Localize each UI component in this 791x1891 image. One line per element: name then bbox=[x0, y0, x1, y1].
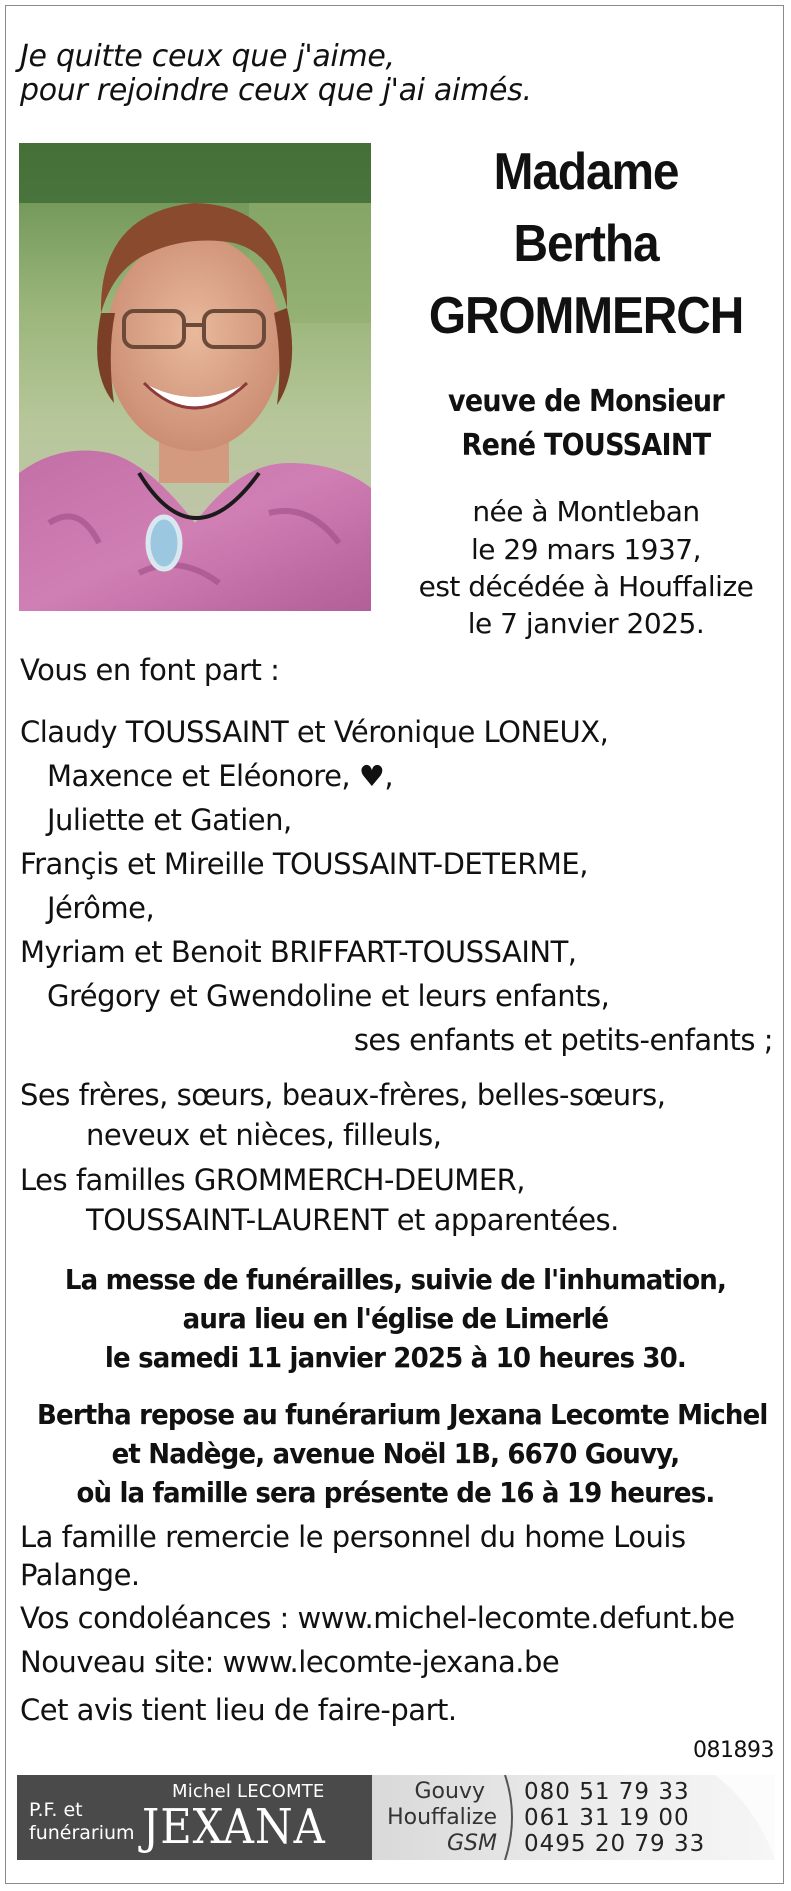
brand-owner-name: Michel LECOMTE bbox=[172, 1781, 325, 1802]
condolences-link[interactable]: Vos condoléances : www.michel-lecomte.defunt.be bbox=[20, 1601, 735, 1635]
rest-line-3: où la famille sera présente de 16 à 19 heures. bbox=[76, 1476, 715, 1509]
phone-gouvy[interactable]: 080 51 79 33 bbox=[524, 1779, 690, 1805]
phone-gsm[interactable]: 0495 20 79 33 bbox=[524, 1831, 706, 1857]
corner-swoosh-icon bbox=[715, 1775, 775, 1860]
phone-houffalize[interactable]: 061 31 19 00 bbox=[524, 1805, 690, 1831]
widow-line-2: René TOUSSAINT bbox=[461, 428, 711, 463]
pf-label-line-2: funérarium bbox=[29, 1822, 135, 1844]
funeral-line-1: La messe de funérailles, suivie de l'inhumation, bbox=[64, 1263, 727, 1296]
rest-line-1: Bertha repose au funérarium Jexana Lecomte Michel bbox=[36, 1398, 768, 1431]
funeral-home-contact-panel bbox=[372, 1775, 775, 1860]
death-place: est décédée à Houffalize bbox=[418, 570, 754, 603]
funeral-line-2: aura lieu en l'église de Limerlé bbox=[182, 1302, 609, 1335]
notice-statement: Cet avis tient lieu de faire-part. bbox=[20, 1693, 457, 1727]
family-line: Grégory et Gwendoline et leurs enfants, bbox=[47, 979, 610, 1013]
epitaph-line-1: Je quitte ceux que j'aime, bbox=[20, 39, 395, 74]
new-site-link[interactable]: Nouveau site: www.lecomte-jexana.be bbox=[20, 1645, 560, 1679]
funeral-home-logo-panel bbox=[17, 1775, 372, 1860]
family-line: Françis et Mireille TOUSSAINT-DETERME, bbox=[20, 847, 588, 881]
announcement-intro: Vous en font part : bbox=[20, 653, 280, 687]
family-line: Ses frères, sœurs, beaux-frères, belles-sœurs, bbox=[20, 1078, 666, 1112]
family-line: Les familles GROMMERCH-DEUMER, bbox=[20, 1163, 526, 1197]
reference-number: 081893 bbox=[693, 1738, 774, 1763]
funeral-line-3: le samedi 11 janvier 2025 à 10 heures 30. bbox=[104, 1341, 686, 1374]
epitaph-quote bbox=[20, 40, 532, 108]
rest-line-2: et Nadège, avenue Noël 1B, 6670 Gouvy, bbox=[111, 1437, 680, 1470]
epitaph-line-2: pour rejoindre ceux que j'ai aimés. bbox=[20, 73, 532, 108]
thanks-line-1: La famille remercie le personnel du home Louis bbox=[20, 1520, 686, 1554]
deceased-last-name: GROMMERCH bbox=[428, 287, 744, 345]
brand-logo-text: JEXANA bbox=[142, 1799, 326, 1855]
family-line: Myriam et Benoit BRIFFART-TOUSSAINT, bbox=[20, 935, 577, 969]
family-line: Claudy TOUSSAINT et Véronique LONEUX, bbox=[20, 715, 609, 749]
family-line bbox=[47, 756, 393, 796]
birth-place: née à Montleban bbox=[472, 495, 700, 528]
separator-curve-icon bbox=[502, 1775, 522, 1860]
family-line: ses enfants et petits-enfants ; bbox=[353, 1023, 773, 1057]
family-line: Juliette et Gatien, bbox=[47, 803, 292, 837]
family-line-text: Maxence et Eléonore, ♥, bbox=[47, 759, 394, 793]
funeral-home-banner bbox=[17, 1775, 775, 1860]
pf-label bbox=[29, 1799, 135, 1845]
pf-label-line-1: P.F. et bbox=[29, 1799, 83, 1821]
family-line: Jérôme, bbox=[47, 891, 155, 925]
portrait-photo bbox=[19, 143, 371, 611]
birth-date: le 29 mars 1937, bbox=[470, 533, 702, 566]
widow-line-1: veuve de Monsieur bbox=[447, 384, 725, 419]
family-line: TOUSSAINT-LAURENT et apparentées. bbox=[86, 1203, 619, 1237]
location-houffalize: Houffalize bbox=[387, 1805, 497, 1830]
death-date: le 7 janvier 2025. bbox=[467, 607, 705, 640]
locations-block bbox=[372, 1775, 507, 1860]
location-gsm: GSM bbox=[447, 1831, 497, 1856]
thanks-line-2: Palange. bbox=[20, 1558, 140, 1592]
location-gouvy: Gouvy bbox=[414, 1779, 485, 1804]
family-line: neveux et nièces, filleuls, bbox=[86, 1118, 442, 1152]
deceased-title: Madame bbox=[493, 143, 679, 201]
deceased-first-name: Bertha bbox=[513, 215, 659, 273]
